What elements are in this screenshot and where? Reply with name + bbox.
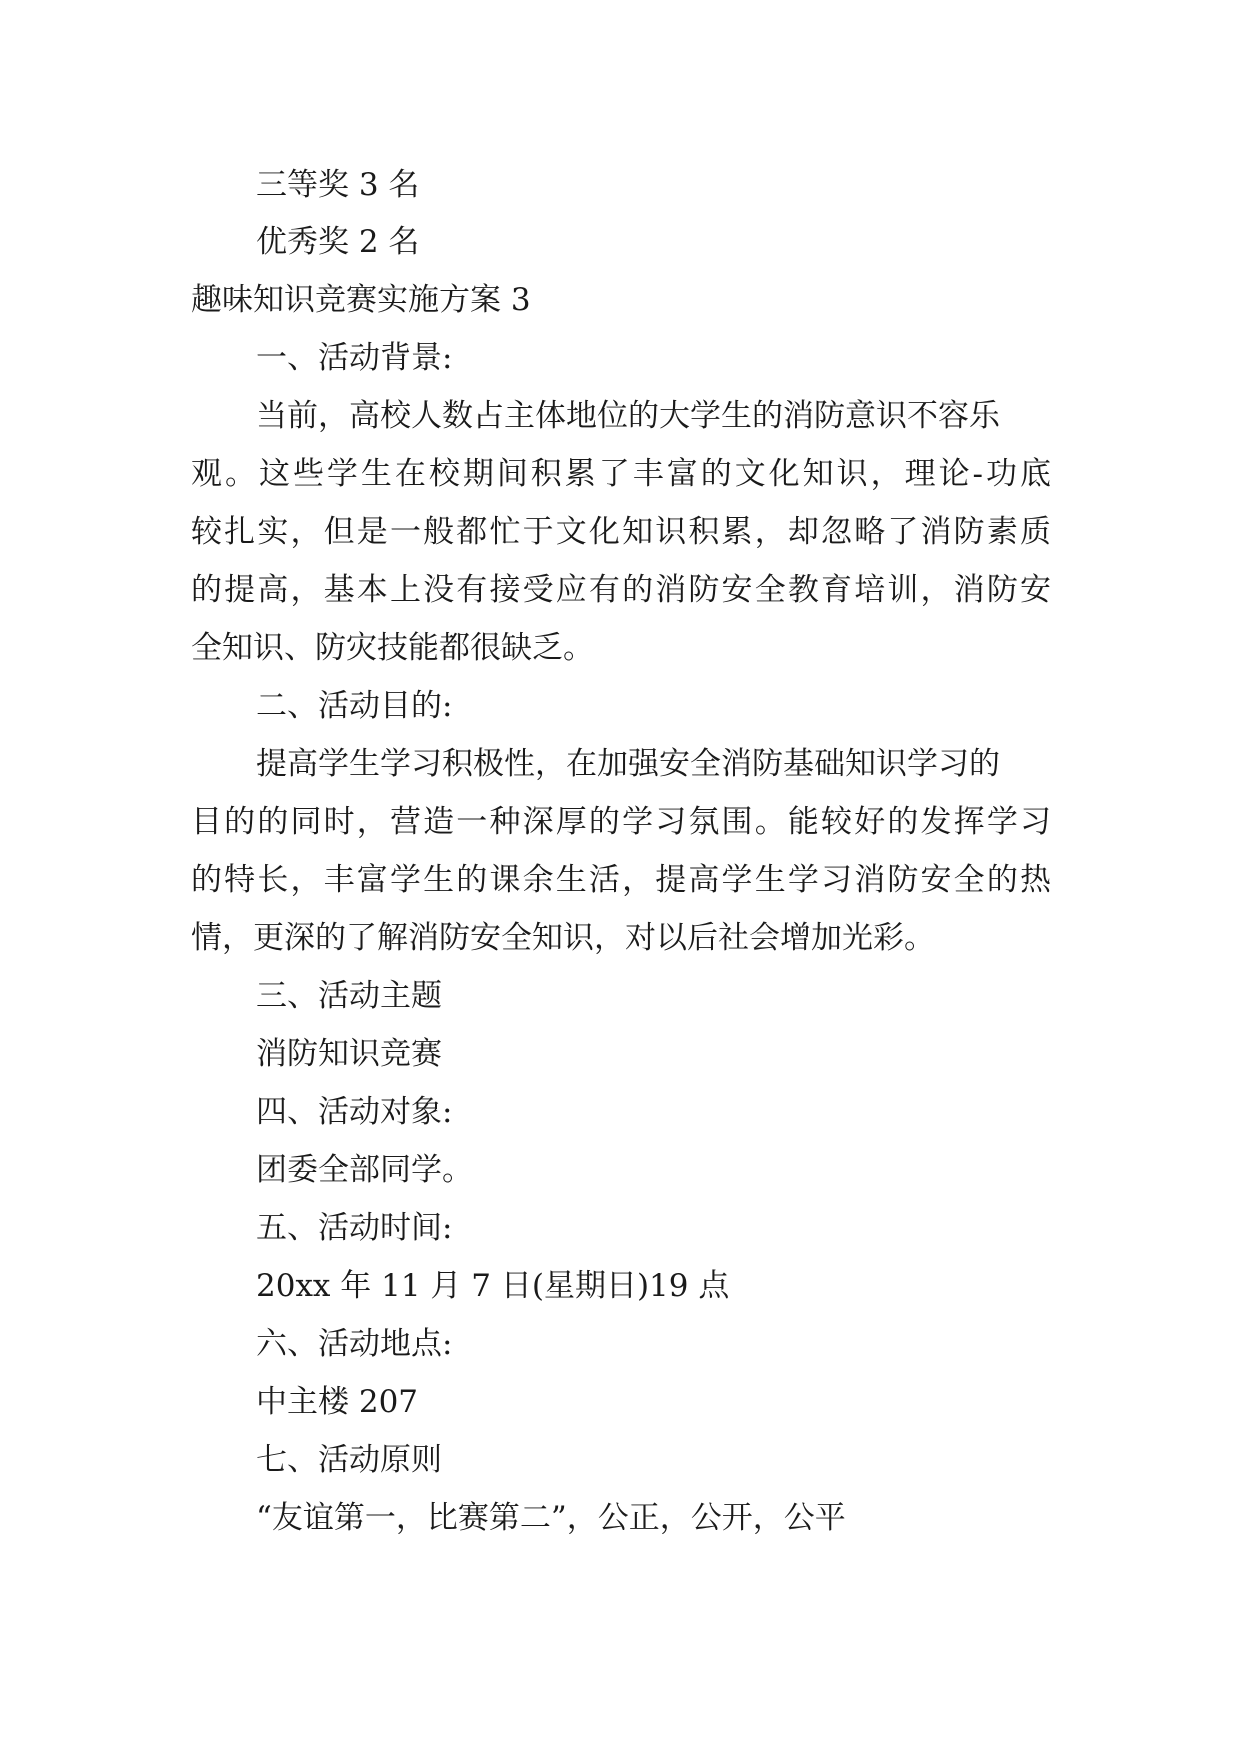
section-heading-time: 五、活动时间: (256, 1210, 453, 1246)
section-heading-background: 一、活动背景: (256, 340, 453, 376)
theme-content: 消防知识竞赛 (256, 1036, 442, 1072)
background-paragraph-line: 较扎实，但是一般都忙于文化知识积累，却忽略了消防素质 (191, 514, 1051, 550)
prize-excellence-line: 优秀奖 2 名 (256, 224, 420, 260)
prize-third-line: 三等奖 3 名 (256, 167, 420, 203)
principle-content: “友谊第一，比赛第二”，公正，公开，公平 (256, 1500, 846, 1536)
section-heading-location: 六、活动地点: (256, 1326, 453, 1362)
location-content: 中主楼 207 (256, 1384, 419, 1420)
purpose-paragraph-line: 目的的同时，营造一种深厚的学习氛围。能较好的发挥学习 (191, 804, 1051, 840)
section-heading-principle: 七、活动原则 (256, 1442, 442, 1478)
background-paragraph-line: 当前，高校人数占主体地位的大学生的消防意识不容乐 (256, 398, 1000, 434)
time-content: 20xx 年 11 月 7 日(星期日)19 点 (256, 1268, 730, 1304)
purpose-paragraph-line: 的特长，丰富学生的课余生活，提高学生学习消防安全的热 (191, 862, 1051, 898)
purpose-paragraph-line: 提高学生学习积极性，在加强安全消防基础知识学习的 (256, 746, 1000, 782)
audience-content: 团委全部同学。 (256, 1152, 473, 1188)
background-paragraph-line: 的提高，基本上没有接受应有的消防安全教育培训，消防安 (191, 572, 1051, 608)
background-paragraph-line: 全知识、防灾技能都很缺乏。 (191, 630, 594, 666)
section-heading-theme: 三、活动主题 (256, 978, 442, 1014)
plan-title: 趣味知识竞赛实施方案 3 (191, 282, 531, 318)
purpose-paragraph-line: 情，更深的了解消防安全知识，对以后社会增加光彩。 (191, 920, 935, 956)
section-heading-audience: 四、活动对象: (256, 1094, 453, 1130)
background-paragraph-line: 观。这些学生在校期间积累了丰富的文化知识，理论-功底 (191, 456, 1051, 492)
section-heading-purpose: 二、活动目的: (256, 688, 453, 724)
